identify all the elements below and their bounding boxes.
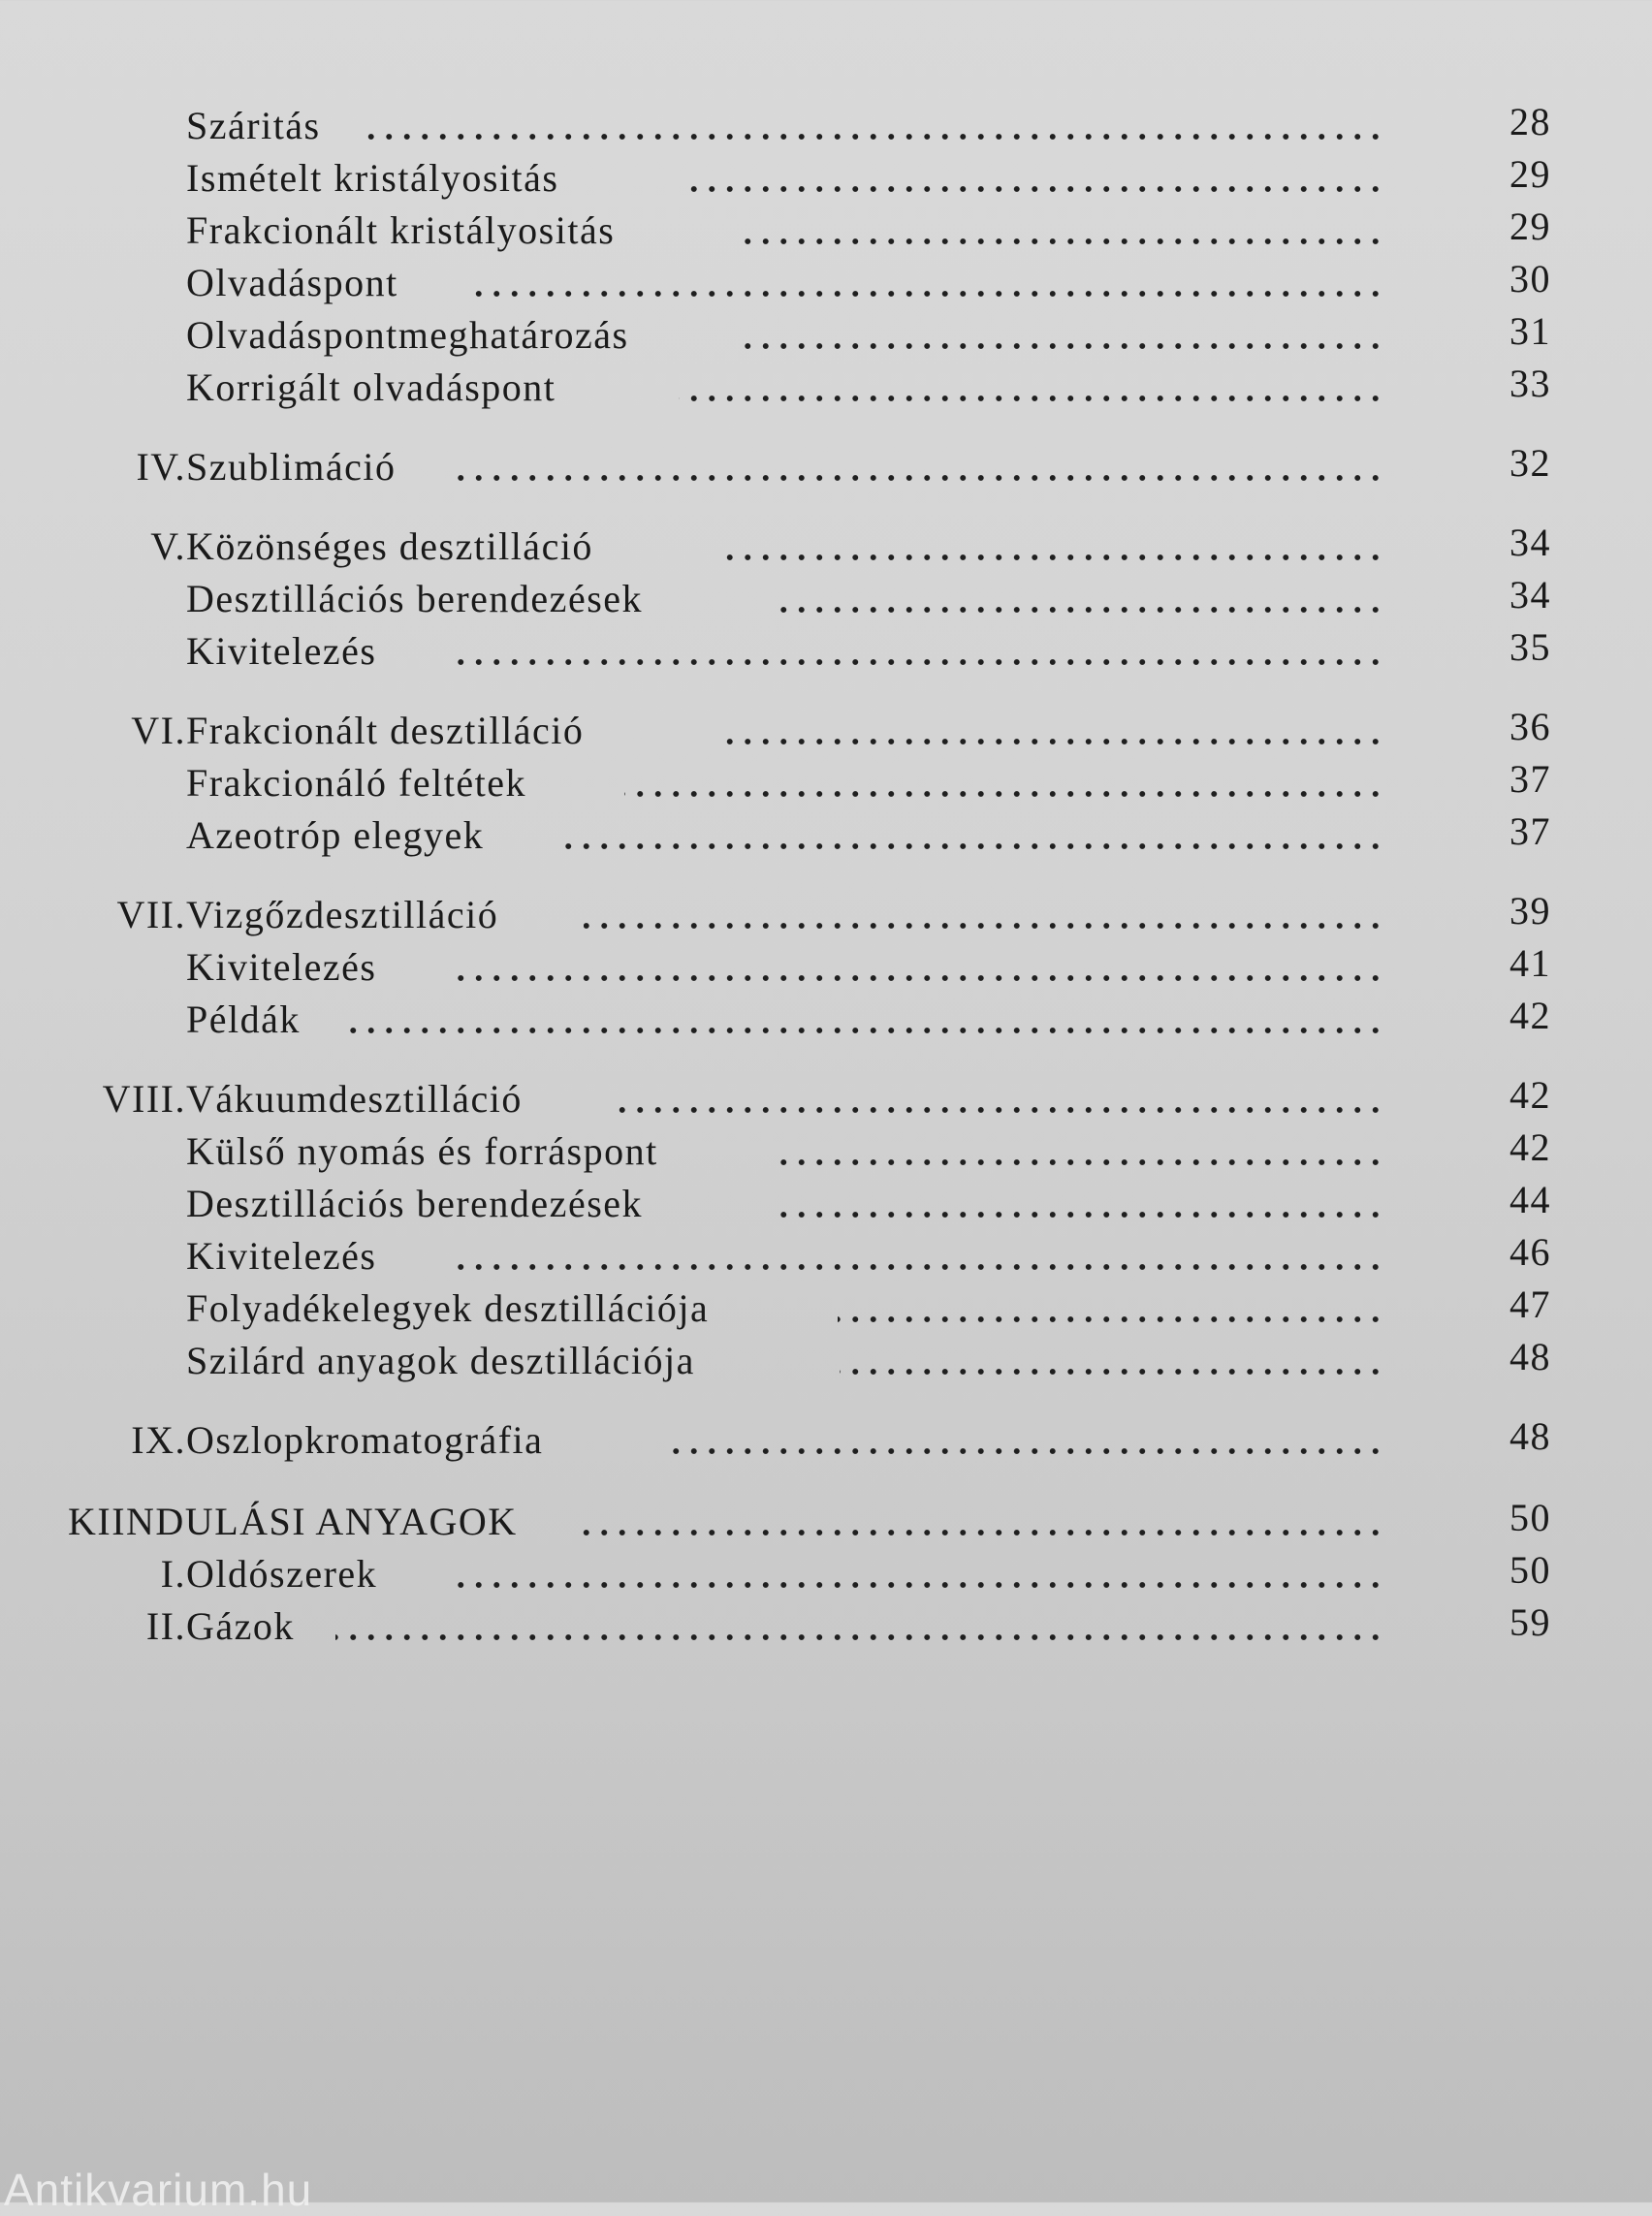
dot-leader <box>456 1545 1384 1598</box>
dot-leader <box>772 570 1384 622</box>
toc-entry <box>0 1545 1652 1598</box>
toc-entry-title: Gázok <box>186 1604 295 1648</box>
toc-entry-page: 31 <box>1509 309 1551 353</box>
toc-entry-title: Oldószerek <box>186 1552 378 1596</box>
toc-entry-page: 59 <box>1509 1600 1551 1644</box>
toc-entry <box>0 886 1652 938</box>
toc-entry-title: Ismételt kristályositás <box>186 156 559 200</box>
toc-entry <box>0 1280 1652 1332</box>
dot-leader <box>456 622 1384 675</box>
toc-entry-page: 48 <box>1509 1335 1551 1378</box>
toc-entry <box>0 754 1652 807</box>
dot-leader <box>743 202 1384 254</box>
toc-entry-number: V. <box>150 524 186 568</box>
toc-entry-number: IX. <box>131 1418 186 1462</box>
toc-entry-page: 39 <box>1509 889 1551 933</box>
dot-leader <box>840 1332 1384 1384</box>
dot-leader <box>456 438 1384 491</box>
toc-entry <box>0 1123 1652 1175</box>
dot-leader <box>774 1123 1384 1175</box>
dot-leader <box>584 886 1384 938</box>
toc-entry <box>0 1070 1652 1123</box>
toc-entry-page: 29 <box>1509 205 1551 248</box>
toc-entry-page: 50 <box>1509 1496 1551 1539</box>
toc-entry-title: Oszlopkromatográfia <box>186 1418 544 1462</box>
toc-entry-page: 34 <box>1509 521 1551 564</box>
toc-entry <box>0 149 1652 202</box>
toc-entry-title: Frakcionáló feltétek <box>186 761 526 805</box>
toc-entry-page: 42 <box>1509 994 1551 1037</box>
dot-leader <box>717 702 1384 754</box>
toc-entry-title: Korrigált olvadáspont <box>186 365 556 409</box>
dot-leader <box>456 938 1384 991</box>
dot-leader <box>690 149 1384 202</box>
toc-entry-page: 50 <box>1509 1548 1551 1592</box>
toc-entry-title: KIINDULÁSI ANYAGOK <box>68 1500 518 1543</box>
toc-entry <box>0 1227 1652 1280</box>
toc-entry-title: Desztillációs berendezések <box>186 577 644 620</box>
toc-entry-title: Kivitelezés <box>186 1234 377 1278</box>
toc-entry-page: 48 <box>1509 1414 1551 1458</box>
toc-entry-number: I. <box>160 1552 186 1596</box>
dot-leader <box>564 807 1384 859</box>
toc-entry-title: Szublimáció <box>186 445 397 489</box>
dot-leader <box>339 991 1384 1043</box>
toc-entry-page: 30 <box>1509 257 1551 301</box>
toc-entry <box>0 1598 1652 1650</box>
toc-entry-title: Példák <box>186 997 301 1041</box>
toc-entry-page: 42 <box>1509 1125 1551 1169</box>
toc-entry <box>0 622 1652 675</box>
toc-entry <box>0 359 1652 411</box>
toc-entry <box>0 807 1652 859</box>
dot-leader <box>572 1493 1384 1545</box>
dot-leader <box>465 254 1384 306</box>
dot-leader <box>456 1227 1384 1280</box>
toc-entry <box>0 1411 1652 1464</box>
watermark-text: Antikvarium.hu <box>4 2165 313 2215</box>
toc-entry <box>0 702 1652 754</box>
toc-entry-page: 36 <box>1509 705 1551 748</box>
toc-entry-number: VII. <box>116 893 186 936</box>
toc-entry-number: VI. <box>131 709 186 752</box>
dot-leader <box>679 359 1384 411</box>
table-of-contents <box>0 97 1652 1650</box>
toc-entry-title: Közönséges desztilláció <box>186 524 593 568</box>
toc-entry-title: Vizgőzdesztilláció <box>186 893 499 936</box>
toc-entry-title: Olvadáspont <box>186 261 398 304</box>
toc-entry-page: 34 <box>1509 573 1551 617</box>
toc-entry-title: Azeotróp elegyek <box>186 813 485 857</box>
toc-entry-title: Szilárd anyagok desztillációja <box>186 1339 695 1382</box>
toc-entry-page: 47 <box>1509 1282 1551 1326</box>
dot-leader <box>624 754 1384 807</box>
toc-entry-page: 28 <box>1509 100 1551 143</box>
toc-entry-title: Száritás <box>186 104 321 147</box>
toc-entry-page: 44 <box>1509 1178 1551 1221</box>
toc-entry <box>0 438 1652 491</box>
toc-entry-title: Vákuumdesztilláció <box>186 1077 523 1121</box>
toc-entry-title: Kivitelezés <box>186 629 377 673</box>
toc-entry-page: 42 <box>1509 1073 1551 1117</box>
dot-leader <box>335 1598 1384 1650</box>
toc-entry-page: 33 <box>1509 362 1551 405</box>
dot-leader <box>617 1070 1384 1123</box>
toc-entry <box>0 991 1652 1043</box>
toc-entry <box>0 1332 1652 1384</box>
toc-entry <box>0 306 1652 359</box>
toc-entry <box>0 202 1652 254</box>
toc-section-heading <box>0 1493 1652 1545</box>
toc-entry-page: 35 <box>1509 625 1551 669</box>
toc-entry-title: Frakcionált desztilláció <box>186 709 585 752</box>
dot-leader <box>838 1280 1384 1332</box>
toc-entry-page: 41 <box>1509 941 1551 985</box>
toc-entry-page: 37 <box>1509 757 1551 801</box>
dot-leader <box>661 1411 1384 1464</box>
toc-entry-page: 46 <box>1509 1230 1551 1274</box>
toc-entry <box>0 97 1652 149</box>
toc-entry-number: VIII. <box>102 1077 186 1121</box>
toc-entry <box>0 570 1652 622</box>
toc-entry-title: Folyadékelegyek desztillációja <box>186 1286 710 1330</box>
toc-entry-number: II. <box>145 1604 186 1648</box>
toc-entry-page: 29 <box>1509 152 1551 196</box>
dot-leader <box>725 518 1384 570</box>
toc-entry <box>0 938 1652 991</box>
toc-entry-title: Olvadáspontmeghatározás <box>186 313 629 357</box>
toc-entry <box>0 1175 1652 1227</box>
dot-leader <box>361 97 1384 149</box>
toc-entry-title: Külső nyomás és forráspont <box>186 1129 658 1173</box>
dot-leader <box>745 306 1384 359</box>
toc-entry-title: Desztillációs berendezések <box>186 1182 644 1225</box>
toc-entry-page: 32 <box>1509 441 1551 485</box>
dot-leader <box>772 1175 1384 1227</box>
toc-entry <box>0 518 1652 570</box>
toc-entry-title: Kivitelezés <box>186 945 377 989</box>
toc-entry-number: IV. <box>136 445 186 489</box>
toc-entry-title: Frakcionált kristályositás <box>186 208 616 252</box>
toc-entry <box>0 254 1652 306</box>
toc-entry-page: 37 <box>1509 809 1551 853</box>
